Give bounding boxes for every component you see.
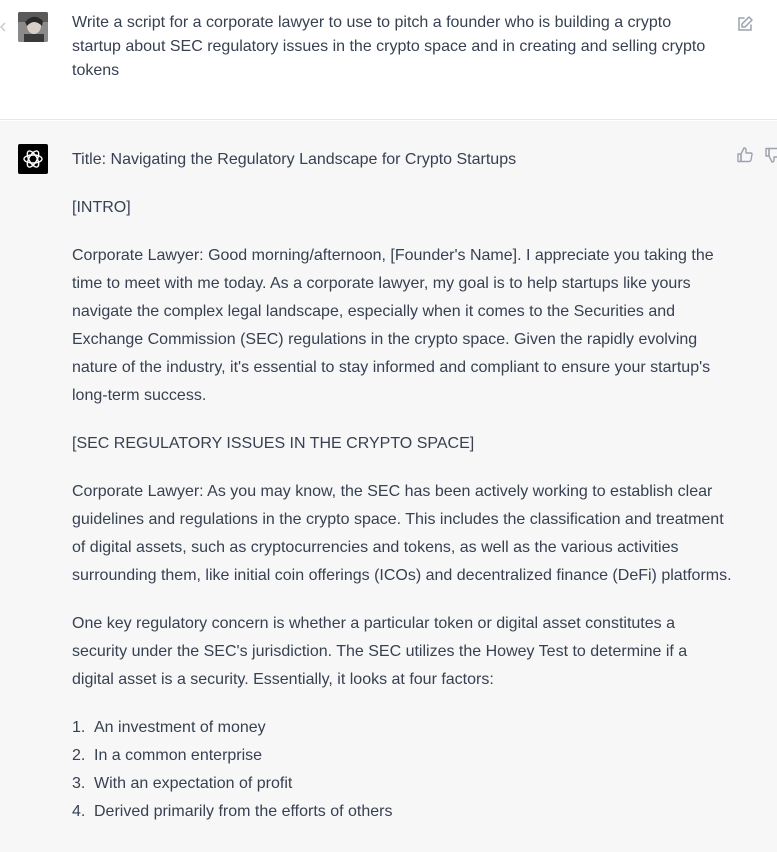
list-item [72,714,732,742]
list-item-text: With an expectation of profit [94,775,293,792]
assistant-message-body [72,146,732,826]
response-title: Title: Navigating the Regulatory Landscape for Crypto Startups [72,151,517,168]
user-message-text: Write a script for a corporate lawyer to use to pitch a founder who is building a crypto startup about SEC regulatory issues in the crypto space and in creating and selling crypto tokens [72,14,706,79]
sec-heading: [SEC REGULATORY ISSUES IN THE CRYPTO SPACE] [72,435,475,452]
edit-icon[interactable] [736,15,754,33]
howey-paragraph: One key regulatory concern is whether a particular token or digital asset constitutes a security under the SEC's jurisdiction. The SEC utilizes the Howey Test to determine if a digital asset is a security. Essentially, it looks at four factors: [72,615,688,688]
intro-paragraph: Corporate Lawyer: Good morning/afternoon, [Founder's Name]. I appreciate you taking the time to meet with me today. As a corporate lawyer, my goal is to help startups like yours navigate the complex legal landscape, especially when it comes to the Securities and Exchange Commission (SEC) regulations in the crypto space. Given the rapidly evolving nature of the industry, it's essential to stay informed and compliant to ensure your startup's long-term success. [72,247,714,404]
list-item-number: 3. [72,775,86,792]
list-item [72,742,732,770]
intro-heading: [INTRO] [72,199,131,216]
chevron-left-icon[interactable] [0,22,6,32]
list-item-text: An investment of money [94,719,266,736]
list-item [72,770,732,798]
list-item [72,798,732,826]
assistant-message-row [0,121,777,852]
thumbs-down-icon[interactable] [764,146,777,164]
sec-paragraph: Corporate Lawyer: As you may know, the SEC has been actively working to establish clear guidelines and regulations in the crypto space. This includes the classification and treatment of digital assets, such as cryptocurrencies and tokens, as well as the various activities surrounding them, like initial coin offerings (ICOs) and decentralized finance (DeFi) platforms. [72,483,732,584]
openai-logo-icon [18,144,48,174]
user-avatar [18,12,48,42]
list-item-number: 1. [72,719,86,736]
user-message-row [0,0,777,120]
list-item-number: 2. [72,747,86,764]
howey-factors-list [72,714,732,826]
list-item-text: Derived primarily from the efforts of others [94,803,393,820]
thumbs-up-icon[interactable] [736,146,754,164]
list-item-text: In a common enterprise [94,747,263,764]
list-item-number: 4. [72,803,86,820]
